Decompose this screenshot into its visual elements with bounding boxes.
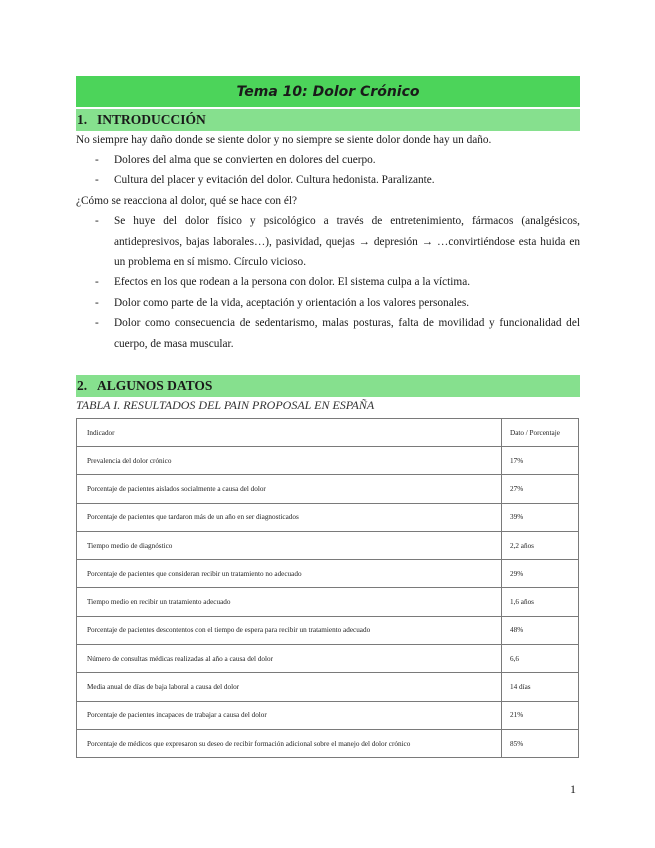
list-item-text: Dolor como consecuencia de sedentarismo, malas posturas, falta de movilidad y funcionalidad del cuerpo, de masa muscular. (114, 317, 580, 350)
list-item-text: Dolor como parte de la vida, aceptación y orientación a los valores personales. (114, 297, 470, 309)
table-cell-indicator: Porcentaje de pacientes aislados socialmente a causa del dolor (77, 475, 502, 503)
column-header-indicador: Indicador (77, 419, 502, 447)
table-cell-value: 17% (502, 447, 579, 475)
table-cell-value: 29% (502, 560, 579, 588)
section-heading-algunos-datos (76, 375, 580, 397)
table-row (77, 475, 579, 503)
table-cell-indicator: Porcentaje de pacientes que consideran recibir un tratamiento no adecuado (77, 560, 502, 588)
table-cell-indicator: Tiempo medio de diagnóstico (77, 531, 502, 559)
list-item-text: Efectos en los que rodean a la persona con dolor. El sistema culpa a la víctima. (114, 276, 471, 288)
table-cell-indicator: Prevalencia del dolor crónico (77, 447, 502, 475)
table-cell-value: 39% (502, 503, 579, 531)
table-cell-indicator: Porcentaje de pacientes que tardaron más de un año en ser diagnosticados (77, 503, 502, 531)
question-paragraph: ¿Cómo se reacciona al dolor, qué se hace con él? (76, 195, 297, 207)
table-cell-value: 21% (502, 701, 579, 729)
table-row (77, 447, 579, 475)
table-cell-value: 27% (502, 475, 579, 503)
table-row (77, 673, 579, 701)
table-cell-value: 48% (502, 616, 579, 644)
table-cell-indicator: Porcentaje de pacientes incapaces de trabajar a causa del dolor (77, 701, 502, 729)
bullet-dash: - (95, 215, 99, 227)
page-number: 1 (570, 782, 576, 796)
table-row (77, 531, 579, 559)
table-row (77, 503, 579, 531)
table-cell-value: 6,6 (502, 645, 579, 673)
table-cell-indicator: Porcentaje de médicos que expresaron su deseo de recibir formación adicional sobre el manejo del dolor crónico (77, 729, 502, 757)
table-cell-value: 1,6 años (502, 588, 579, 616)
bullet-dash: - (95, 174, 99, 186)
bullet-dash: - (95, 317, 99, 329)
table-cell-indicator: Número de consultas médicas realizadas al año a causa del dolor (77, 645, 502, 673)
table-cell-indicator: Porcentaje de pacientes descontentos con el tiempo de espera para recibir un tratamiento adecuado (77, 616, 502, 644)
bullet-dash: - (95, 276, 99, 288)
table-row (77, 560, 579, 588)
table-cell-value: 2,2 años (502, 531, 579, 559)
table-row (77, 616, 579, 644)
intro-paragraph: No siempre hay daño donde se siente dolor y no siempre se siente dolor donde hay un daño. (76, 134, 492, 146)
section-number: 1. (77, 112, 88, 127)
section-heading-introduccion (76, 109, 580, 131)
table-caption: TABLA I. RESULTADOS DEL PAIN PROPOSAL EN ESPAÑA (76, 398, 375, 412)
table-row (77, 701, 579, 729)
section-title: ALGUNOS DATOS (97, 378, 213, 393)
list-item-text: Se huye del dolor físico y psicológico a través de entretenimiento, fármacos (analgésicos, antidepresivos, bajas laborales…), pasividad, quejas → depresión → …convirtiéndose esta huida en un problema en sí mismo. Círculo vicioso. (114, 215, 580, 268)
table-header-row (77, 419, 579, 447)
bullet-dash: - (95, 297, 99, 309)
document-title: Tema 10: Dolor Crónico (76, 76, 580, 107)
section-title: INTRODUCCIÓN (97, 112, 206, 127)
list-item-text: Cultura del placer y evitación del dolor. Cultura hedonista. Paralizante. (114, 174, 435, 186)
table-row (77, 729, 579, 757)
table-cell-indicator: Media anual de días de baja laboral a causa del dolor (77, 673, 502, 701)
bullet-dash: - (95, 154, 99, 166)
table-row (77, 645, 579, 673)
pain-proposal-table (76, 418, 579, 758)
list-item-text: Dolores del alma que se convierten en dolores del cuerpo. (114, 154, 376, 166)
table-cell-indicator: Tiempo medio en recibir un tratamiento adecuado (77, 588, 502, 616)
table-cell-value: 85% (502, 729, 579, 757)
table-cell-value: 14 días (502, 673, 579, 701)
section-number: 2. (77, 378, 88, 393)
column-header-dato: Dato / Porcentaje (502, 419, 579, 447)
table-row (77, 588, 579, 616)
